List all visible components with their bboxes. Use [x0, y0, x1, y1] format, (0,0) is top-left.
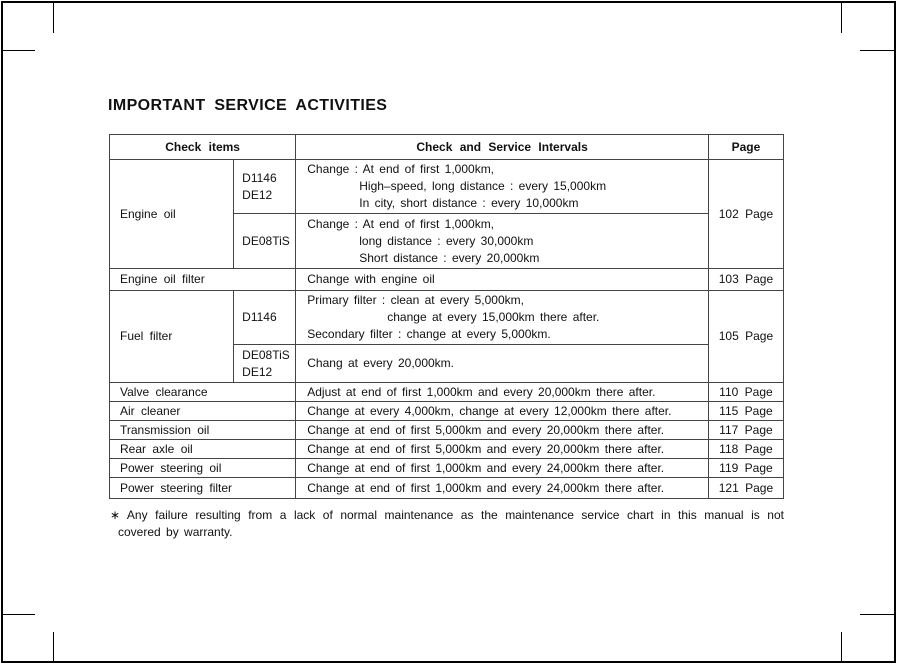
row-page-ref: 119 Page: [708, 459, 783, 478]
model-label: DE08TiS: [234, 214, 296, 269]
interval-line: change at every 15,000km there after.: [387, 310, 600, 324]
crop-mark: [53, 632, 54, 662]
interval-line: Primary filter : clean at every 5,000km,: [307, 293, 524, 307]
row-interval-cell: [296, 160, 709, 214]
interval-line: Short distance : every 20,000km: [359, 250, 540, 265]
table-row: [110, 459, 784, 478]
row-item-label: Transmission oil: [110, 421, 296, 440]
table-row: [110, 269, 784, 291]
row-interval-cell: Change at end of first 1,000km and every 24,000km there after.: [296, 478, 709, 499]
table-header-row: [110, 135, 784, 160]
interval-line: Change : At end of first 1,000km,: [307, 162, 495, 176]
row-interval-cell: [296, 214, 709, 269]
crop-mark: [860, 614, 895, 615]
interval-line: Secondary filter : change at every 5,000km.: [307, 327, 551, 341]
row-item-label: Valve clearance: [110, 383, 296, 402]
row-item-label: Power steering oil: [110, 459, 296, 478]
row-page-ref: 115 Page: [708, 402, 783, 421]
row-page-ref: 121 Page: [708, 478, 783, 499]
row-item-label: Engine oil filter: [110, 269, 296, 291]
interval-line: High–speed, long distance : every 15,000km: [359, 179, 607, 193]
row-page-ref: 105 Page: [708, 291, 783, 383]
header-check-items: Check items: [110, 135, 296, 160]
crop-mark: [860, 50, 895, 51]
interval-line: Change : At end of first 1,000km,: [307, 216, 495, 231]
table-row: [110, 440, 784, 459]
interval-line: In city, short distance : every 10,000km: [359, 196, 579, 210]
model-label: DE08TiS: [242, 347, 290, 362]
row-item-label: Power steering filter: [110, 478, 296, 499]
row-interval-cell: [296, 291, 709, 345]
crop-mark: [3, 614, 35, 615]
row-page-ref: 117 Page: [708, 421, 783, 440]
table-row: [110, 383, 784, 402]
row-page-ref: 103 Page: [708, 269, 783, 291]
row-item-label: Rear axle oil: [110, 440, 296, 459]
model-label: D1146: [242, 170, 277, 185]
crop-mark: [841, 3, 842, 33]
row-model-cell: [234, 160, 296, 214]
model-label: DE12: [242, 364, 273, 379]
page-title: IMPORTANT SERVICE ACTIVITIES: [108, 97, 388, 114]
crop-mark: [53, 3, 54, 33]
interval-line: long distance : every 30,000km: [359, 233, 534, 248]
header-page: Page: [708, 135, 783, 160]
table-row: [110, 478, 784, 499]
row-item-label: Air cleaner: [110, 402, 296, 421]
crop-mark: [841, 632, 842, 662]
row-page-ref: 102 Page: [708, 160, 783, 269]
table-row: [110, 291, 784, 345]
model-label: DE12: [242, 187, 273, 202]
row-page-ref: 110 Page: [708, 383, 783, 402]
table-row: [110, 421, 784, 440]
warranty-footnote: ∗ Any failure resulting from a lack of normal maintenance as the maintenance service chart in this manual is not covered by warranty.: [110, 508, 784, 539]
table-row: [110, 402, 784, 421]
row-interval-cell: Change at end of first 5,000km and every 20,000km there after.: [296, 421, 709, 440]
header-intervals: Check and Service Intervals: [296, 135, 709, 160]
row-interval-cell: Adjust at end of first 1,000km and every 20,000km there after.: [296, 383, 709, 402]
row-item-label: Engine oil: [110, 160, 234, 269]
model-label: D1146: [234, 291, 296, 345]
row-item-label: Fuel filter: [110, 291, 234, 383]
row-interval-cell: Change at end of first 5,000km and every 20,000km there after.: [296, 440, 709, 459]
row-interval-cell: Change at end of first 1,000km and every 24,000km there after.: [296, 459, 709, 478]
row-page-ref: 118 Page: [708, 440, 783, 459]
service-table: [109, 134, 784, 499]
row-interval-cell: Chang at every 20,000km.: [296, 345, 709, 383]
crop-mark: [3, 50, 35, 51]
row-model-cell: [234, 345, 296, 383]
table-row: [110, 160, 784, 214]
row-interval-cell: Change at every 4,000km, change at every 12,000km there after.: [296, 402, 709, 421]
row-interval-cell: Change with engine oil: [296, 269, 709, 291]
